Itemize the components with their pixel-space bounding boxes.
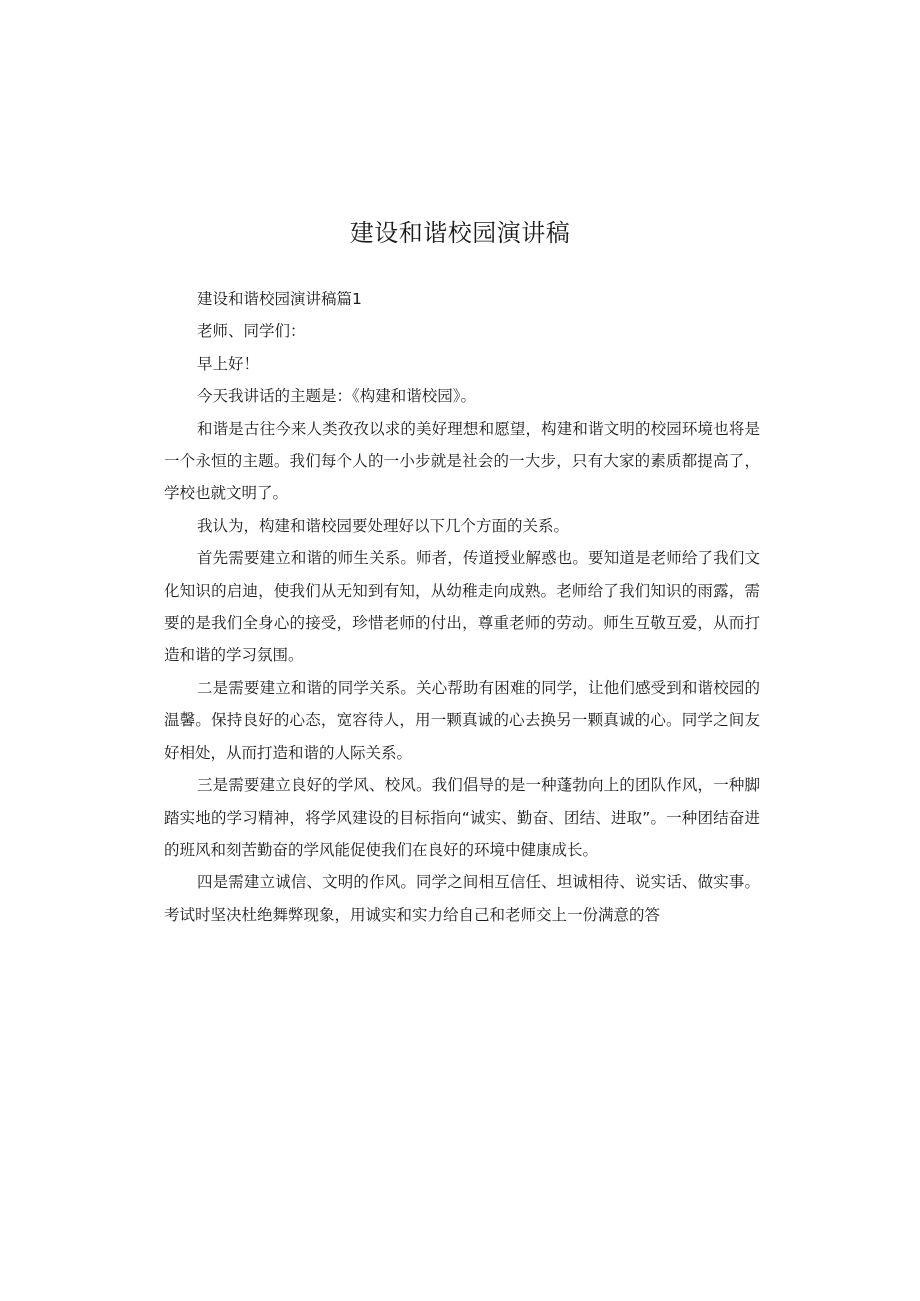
salutation: 老师、同学们： bbox=[197, 322, 306, 341]
body-paragraph: 我认为，构建和谐校园要处理好以下几个方面的关系。 bbox=[197, 516, 570, 535]
body-paragraph: 和谐是古往今来人类孜孜以求的美好理想和愿望，构建和谐文明的校园环境也将是一个永恒的主题。我们每个人的一小步就是社会的一大步，只有大家的素质都提高了，学校也就文明了。 bbox=[164, 419, 760, 503]
document-body bbox=[164, 283, 760, 931]
body-paragraph: 三是需要建立良好的学风、校风。我们倡导的是一种蓬勃向上的团队作风，一种脚踏实地的学习精神，将学风建设的目标指向“诚实、勤奋、团结、进取”。一种团结奋进的班风和刻苦勤奋的学风能促使我们在良好的环境中健康成长。 bbox=[164, 776, 760, 859]
speech-topic: 今天我讲话的主题是：《构建和谐校园》。 bbox=[197, 387, 477, 406]
body-paragraph: 二是需要建立和谐的同学关系。关心帮助有困难的同学，让他们感受到和谐校园的温馨。保持良好的心态，宽容待人，用一颗真诚的心去换另一颗真诚的心。同学之间友好相处，从而打造和谐的人际关系。 bbox=[164, 678, 760, 762]
section-heading: 建设和谐校园演讲稿篇1 bbox=[197, 290, 362, 308]
body-paragraph: 首先需要建立和谐的师生关系。师者，传道授业解惑也。要知道是老师给了我们文化知识的启迪，使我们从无知到有知，从幼稚走向成熟。老师给了我们知识的雨露，需要的是我们全身心的接受，珍惜老师的付出，尊重老师的劳动。师生互敬互爱，从而打造和谐的学习氛围。 bbox=[164, 549, 760, 665]
document-title: 建设和谐校园演讲稿 bbox=[349, 219, 571, 247]
greeting: 早上好！ bbox=[197, 354, 260, 373]
body-paragraph: 四是需建立诚信、文明的作风。同学之间相互信任、坦诚相待、说实话、做实事。考试时坚决杜绝舞弊现象，用诚实和实力给自己和老师交上一份满意的答 bbox=[164, 873, 760, 924]
